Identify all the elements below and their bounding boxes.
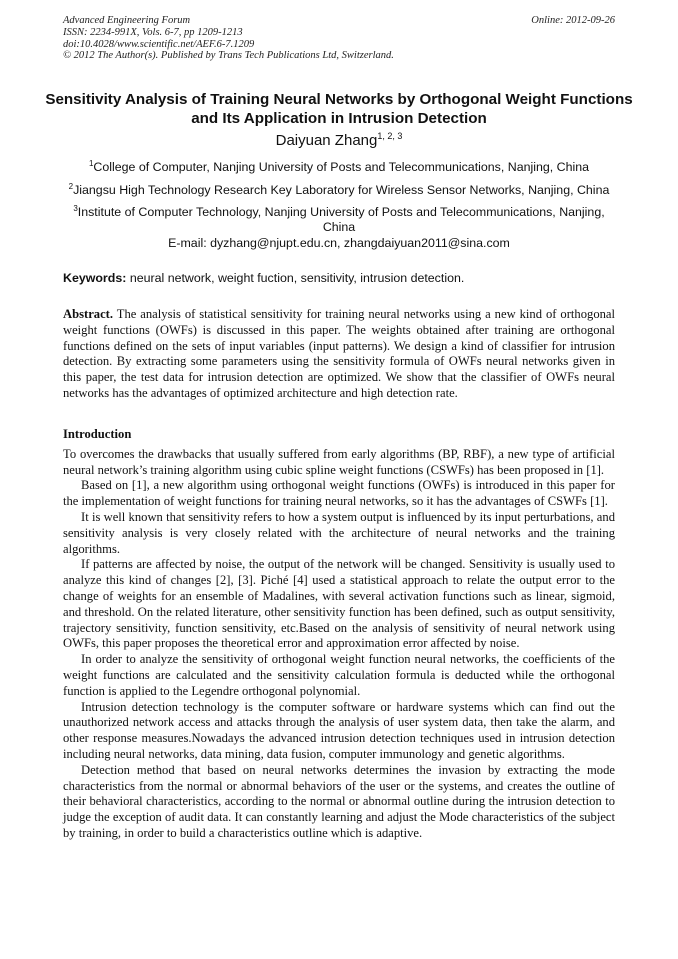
paragraph: In order to analyze the sensitivity of orthogonal weight function neural networks, the coefficients of the weight functions are calculated and the sensitivity calculation formula is deducted while the orthogonal function is applied to the Legendre orthogonal polynomial. <box>63 652 615 698</box>
online-date: Online: 2012-09-26 <box>531 15 615 26</box>
keywords-text: neural network, weight fuction, sensitivity, intrusion detection. <box>129 271 465 285</box>
issn-line: ISSN: 2234-991X, Vols. 6-7, pp 1209-1213 <box>63 26 243 38</box>
paragraph: To overcomes the drawbacks that usually suffered from early algorithms (BP, RBF), a new type of artificial neural network’s training algorithm using cubic spline weight functions (CSWFs) has been proposed in [1]. <box>63 446 615 477</box>
author-name: Daiyuan Zhang <box>275 132 378 149</box>
affiliation-2 <box>60 179 618 198</box>
keywords-label: Keywords: <box>63 271 127 285</box>
paper-title: Sensitivity Analysis of Training Neural Networks by Orthogonal Weight Functions and Its Application in Intrusion Detection <box>45 91 633 127</box>
paragraph: It is well known that sensitivity refers to how a system output is influenced by its input perturbations, and sensitivity analysis is very closely related with the architecture of neural networks and the training algorithms. <box>63 509 615 556</box>
paragraph: If patterns are affected by noise, the output of the network will be changed. Sensitivity is usually used to analyze this kind of changes [2], [3]. Piché [4] used a statistical approach to relate the output error to the change of weights for an ensemble of Madalines, with several activation functions such as linear, sigmoid, and threshold. On the related literature, other sensitivity function has been defined, such as output sensitivity, trajectory sensitivity, function sensitivity, etc.Based on the analysis of sensitivity of neural network using OWFs, this paper proposes the theoretical error and approximation error affected by noise. <box>63 557 615 651</box>
paragraph: Detection method that based on neural networks determines the invasion by extracting the mode characteristics from the normal or abnormal behaviors of the user or the systems, and creates the outline of their behavioral characteristics, according to the normal or abnormal outline during the intrusion detection to judge the exception of audit data. It can constantly learning and adjust the Mode characteristics of the subject by training, in order to build a characteristics outline which is adaptive. <box>63 762 615 840</box>
abstract-text: The analysis of statistical sensitivity for training neural networks using a new kind of orthogonal weight functions (OWFs) is discussed in this paper. The weights obtained after training are orthogonal functions defined on the sets of input variables (input patterns). We design a kind of classifier for intrusion detection. By extracting some parameters using the sensitivity formula of OWFs neural networks given in this paper, the test data for intrusion detection are optimized. We show that the classifier of OWFs neural networks has the advantages of optimized architecture and high detection rate. <box>63 307 615 400</box>
introduction-section <box>63 427 615 842</box>
affiliation-3 <box>60 201 618 235</box>
affiliation-1 <box>60 156 618 175</box>
affiliation-mark: 3 <box>73 204 78 213</box>
affiliation-text: Jiangsu High Technology Research Key Laboratory for Wireless Sensor Networks, Nanjing, China <box>73 183 610 198</box>
section-heading: Introduction <box>63 427 132 441</box>
journal-name: Advanced Engineering Forum <box>63 15 191 26</box>
affiliation-text: Institute of Computer Technology, Nanjing University of Posts and Telecommunications, Nanjing, China <box>77 205 605 235</box>
journal-header <box>63 15 615 62</box>
paragraph: Intrusion detection technology is the computer software or hardware systems which can find out the unauthorized network access and attacks through the analysis of user system data, then take the alarm, and other response measures.Nowadays the advanced intrusion detection techniques used in intrusion detection including neural networks, data mining, data fusion, computer immunology and genetic algorithms. <box>63 699 615 761</box>
paragraph: Based on [1], a new algorithm using orthogonal weight functions (OWFs) is introduced in this paper for the implementation of weight functions for training neural networks, so it has the advantages of CSWFs [1]. <box>63 478 615 509</box>
email-line: E-mail: dyzhang@njupt.edu.cn, zhangdaiyuan2011@sina.com <box>168 236 510 250</box>
doi-line: doi:10.4028/www.scientific.net/AEF.6-7.1209 <box>63 38 255 50</box>
abstract <box>63 307 615 402</box>
affiliation-mark: 2 <box>68 182 74 191</box>
keywords <box>63 271 615 285</box>
author-line <box>0 131 678 149</box>
abstract-label: Abstract. <box>63 307 114 321</box>
copyright-line: © 2012 The Author(s). Published by Trans Tech Publications Ltd, Switzerland. <box>63 50 394 62</box>
affiliation-text: College of Computer, Nanjing University of Posts and Telecommunications, Nanjing, China <box>93 160 590 175</box>
author-affiliation-marks: 1, 2, 3 <box>377 131 403 141</box>
affiliation-mark: 1 <box>88 159 94 168</box>
